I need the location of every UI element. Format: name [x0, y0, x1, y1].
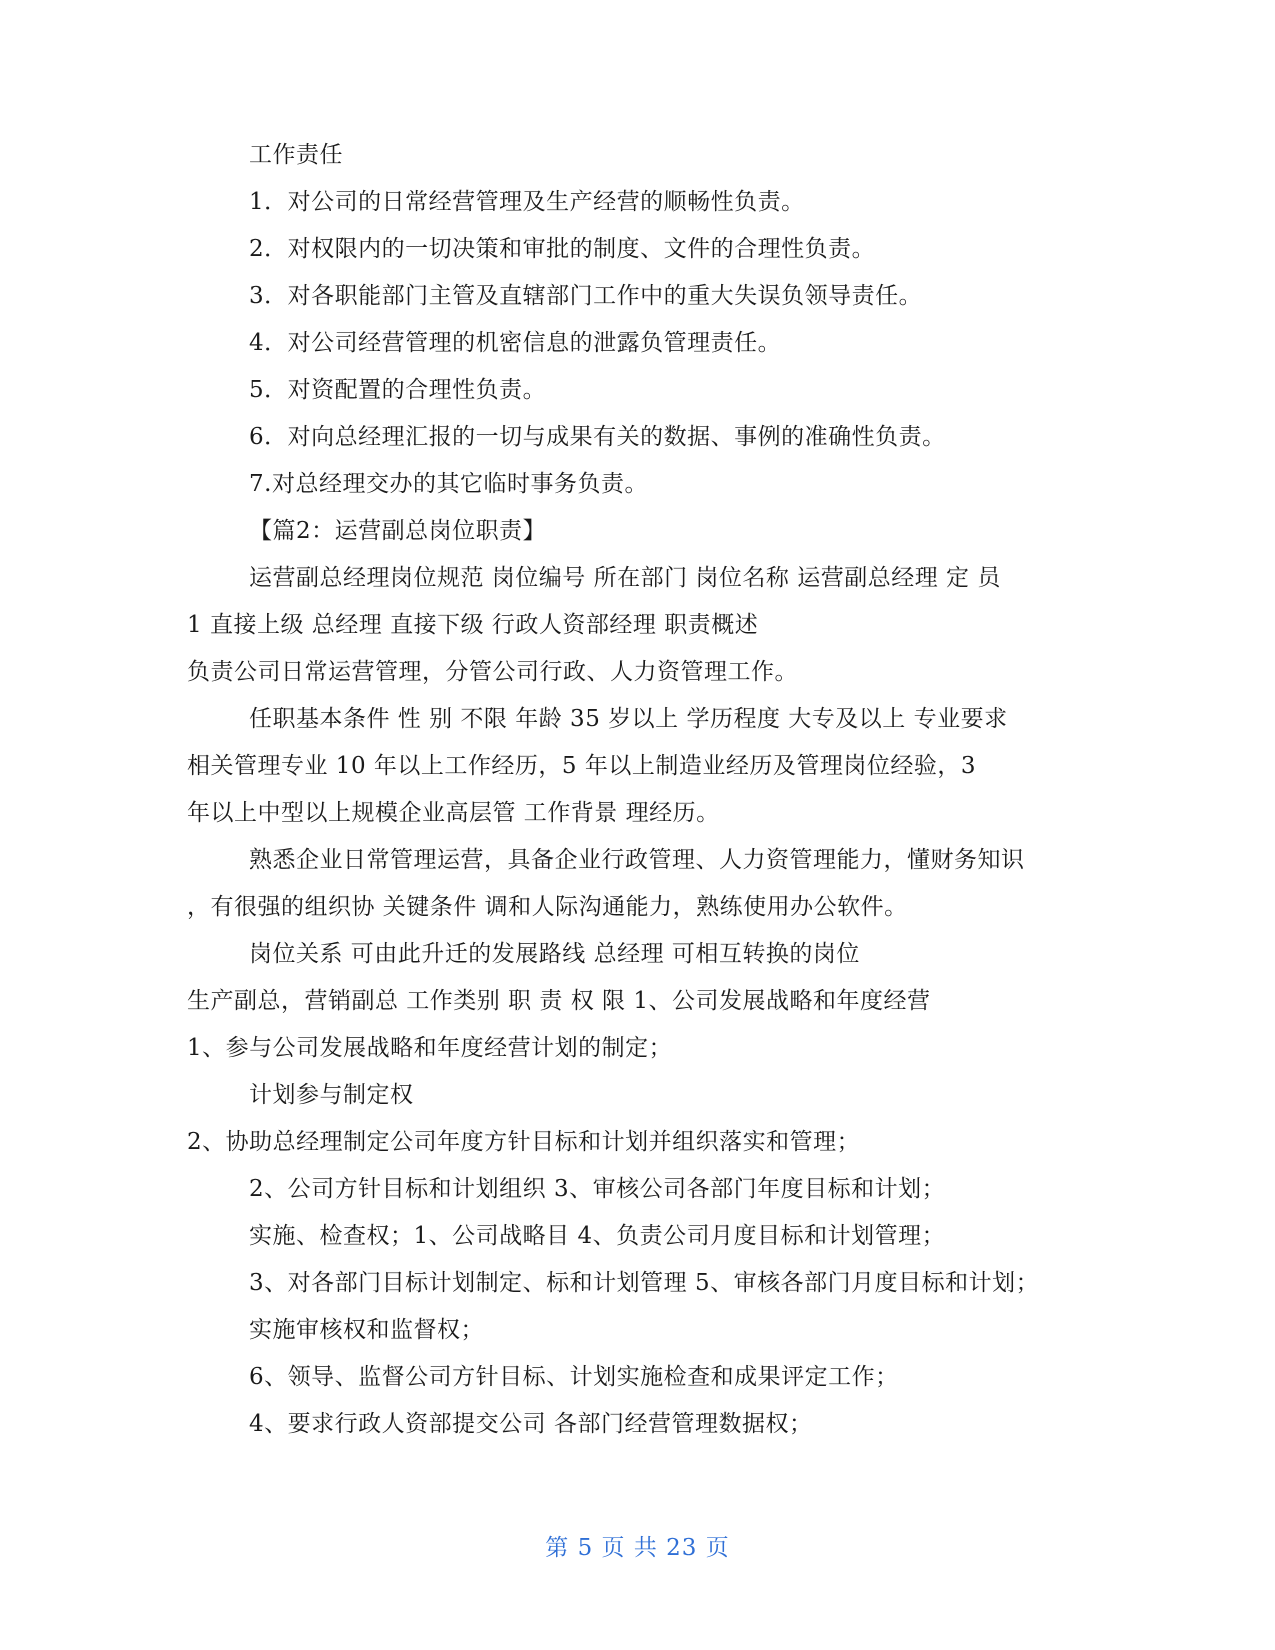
text-line: 计划参与制定权	[249, 1082, 414, 1108]
text-line: 4．对公司经营管理的机密信息的泄露负管理责任。	[249, 330, 782, 356]
text-line: 7.对总经理交办的其它临时事务负责。	[249, 471, 648, 497]
text-line: 熟悉企业日常管理运营，具备企业行政管理、人力资管理能力，懂财务知识	[249, 847, 1025, 873]
text-line: 年以上中型以上规模企业高层管 工作背景 理经历。	[187, 800, 720, 826]
text-line: 任职基本条件 性 别 不限 年龄 35 岁以上 学历程度 大专及以上 专业要求	[249, 706, 1008, 732]
text-line: 负责公司日常运营管理，分管公司行政、人力资管理工作。	[187, 659, 798, 685]
text-line: 生产副总，营销副总 工作类别 职 责 权 限 1、公司发展战略和年度经营	[187, 988, 931, 1014]
text-line: 2．对权限内的一切决策和审批的制度、文件的合理性负责。	[249, 236, 876, 262]
text-line: 5．对资配置的合理性负责。	[249, 377, 547, 403]
text-line: ，有很强的组织协 关键条件 调和人际沟通能力，熟练使用办公软件。	[187, 894, 908, 920]
text-line: 工作责任	[249, 142, 343, 168]
page-footer: 第 5 页 共 23 页	[545, 1535, 730, 1561]
text-line: 2、公司方针目标和计划组织 3、审核公司各部门年度目标和计划；	[249, 1176, 946, 1202]
text-line: 1．对公司的日常经营管理及生产经营的顺畅性负责。	[249, 189, 805, 215]
text-line: 岗位关系 可由此升迁的发展路线 总经理 可相互转换的岗位	[249, 941, 860, 967]
text-line: 1 直接上级 总经理 直接下级 行政人资部经理 职责概述	[187, 612, 759, 638]
text-line: 3．对各职能部门主管及直辖部门工作中的重大失误负领导责任。	[249, 283, 923, 309]
text-line: 实施审核权和监督权；	[249, 1317, 484, 1343]
text-line: 3、对各部门目标计划制定、标和计划管理 5、审核各部门月度目标和计划；	[249, 1270, 1040, 1296]
text-line: 运营副总经理岗位规范 岗位编号 所在部门 岗位名称 运营副总经理 定 员	[249, 565, 1001, 591]
text-line: 4、要求行政人资部提交公司 各部门经营管理数据权；	[249, 1411, 813, 1437]
text-line: 2、协助总经理制定公司年度方针目标和计划并组织落实和管理；	[187, 1129, 861, 1155]
section-heading: 【篇2：运营副总岗位职责】	[249, 518, 547, 544]
text-line: 1、参与公司发展战略和年度经营计划的制定；	[187, 1035, 673, 1061]
text-line: 相关管理专业 10 年以上工作经历，5 年以上制造业经历及管理岗位经验，3	[187, 753, 976, 779]
text-line: 实施、检查权；1、公司战略目 4、负责公司月度目标和计划管理；	[249, 1223, 946, 1249]
text-line: 6、领导、监督公司方针目标、计划实施检查和成果评定工作；	[249, 1364, 899, 1390]
text-line: 6．对向总经理汇报的一切与成果有关的数据、事例的准确性负责。	[249, 424, 946, 450]
